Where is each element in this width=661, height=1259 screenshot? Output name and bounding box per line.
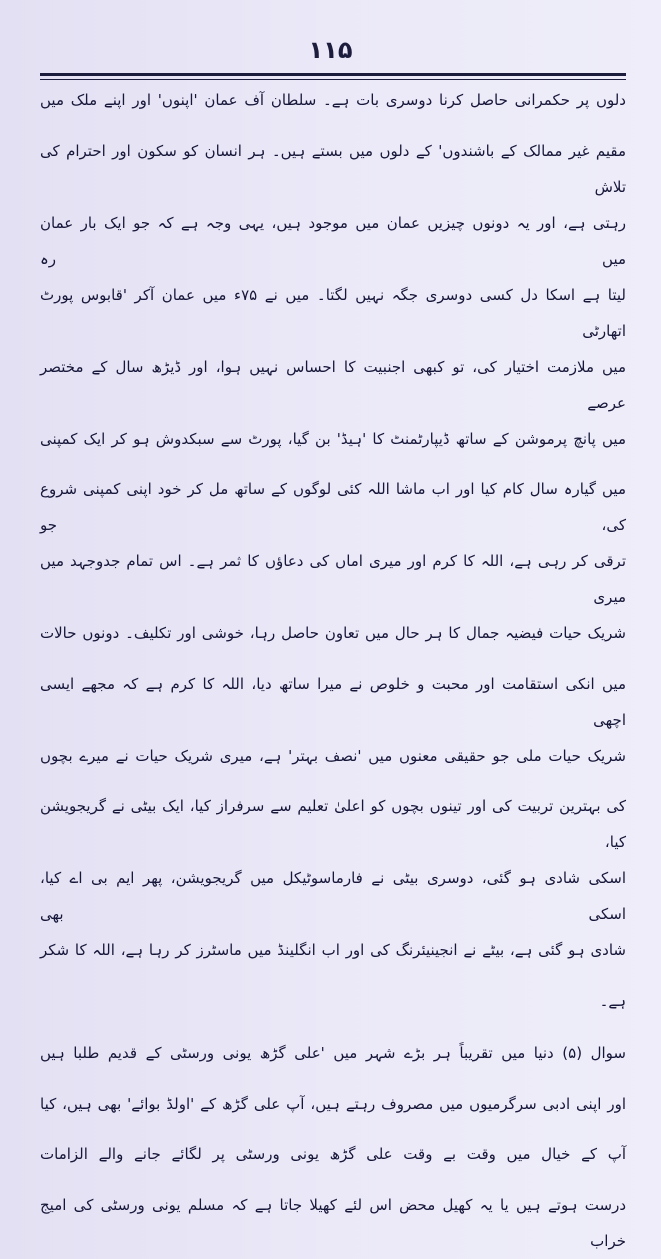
text-line: میں ملازمت اختیار کی، تو کبھی اجنبیت کا احساس نہیں ہوا، اور ڈیڑھ سال کے مختصر عرصے — [40, 357, 626, 412]
text-line: شریک حیات ملی جو حقیقی معنوں میں 'نصف بہتر' ہے، میری شریک حیات نے میرے بچوں — [40, 746, 626, 765]
text-line: رہتی ہے، اور یہ دونوں چیزیں عمان میں موجود ہیں، یہی وجہ ہے کہ جو ایک بار عمان میں رہ — [40, 213, 626, 268]
header-rule-thick — [40, 73, 626, 76]
question-line: درست ہوتے ہیں یا یہ کھیل محض اس لئے کھیلا جاتا ہے کہ مسلم یونی ورسٹی کی امیج خراب — [40, 1195, 626, 1250]
paragraph-end-line: ہے۔ — [599, 991, 626, 1010]
page-body-text — [40, 82, 626, 1259]
page-number: ۱۱۵ — [308, 36, 353, 64]
text-line: میں پانچ پرموشن کے ساتھ ڈیپارٹمنٹ کا 'ہیڈ' بن گیا، پورٹ سے سبکدوش ہو کر ایک کمپنی — [40, 429, 626, 448]
text-line: میں انکی استقامت اور محبت و خلوص نے میرا ساتھ دیا، اللہ کا کرم ہے کہ مجھے ایسی اچھی — [40, 674, 626, 729]
text-line: مقیم غیر ممالک کے باشندوں' کے دلوں میں بستے ہیں۔ ہر انسان کو سکون اور احترام کی تلاش — [40, 141, 626, 196]
text-line: لیتا ہے اسکا دل کسی دوسری جگہ نہیں لگتا۔ میں نے ۷۵ء میں عمان آکر 'قابوس پورٹ اتھارٹی — [40, 285, 626, 340]
text-line: شادی ہو گئی ہے، بیٹے نے انجینیئرنگ کی اور اب انگلینڈ میں ماسٹرز کر رہا ہے، اللہ کا شکر — [40, 941, 626, 959]
question-line: آپ کے خیال میں وقت بے وقت علی گڑھ یونی ورسٹی پر لگائے جانے والے الزامات — [40, 1145, 626, 1163]
question-line: سوال (۵) دنیا میں تقریباً ہر بڑے شہر میں 'علی گڑھ یونی ورسٹی کے قدیم طلبا ہیں — [40, 1044, 626, 1062]
text-line: دلوں پر حکمرانی حاصل کرنا دوسری بات ہے۔ سلطان آف عمان 'اپنوں' اور اپنے ملک میں — [40, 91, 626, 109]
text-line: ترقی کر رہی ہے، اللہ کا کرم اور میری اماں کی دعاؤں کا ثمر ہے۔ اس تمام جدوجہد میں میری — [40, 552, 626, 606]
text-line: میں گیارہ سال کام کیا اور اب ماشا اللہ کئی لوگوں کے ساتھ مل کر خود اپنی کمپنی شروع کی، جو — [40, 480, 626, 534]
question-line: اور اپنی ادبی سرگرمیوں میں مصروف رہتے ہیں، آپ علی گڑھ کے 'اولڈ بوائے' بھی ہیں، کیا — [40, 1094, 626, 1113]
text-line: شریک حیات فیضیہ جمال کا ہر حال میں تعاون حاصل رہا، خوشی اور تکلیف۔ دونوں حالات — [40, 624, 626, 642]
text-line: کی بہترین تربیت کی اور تینوں بچوں کو اعلیٰ تعلیم سے سرفراز کیا، ایک بیٹی نے گریجویشن کیا، — [40, 797, 626, 851]
text-line: اسکی شادی ہو گئی، دوسری بیٹی نے فارماسوٹیکل میں گریجویشن، پھر ایم بی اے کیا، اسکی بھی — [40, 869, 626, 923]
header-rule-thin — [40, 79, 626, 80]
